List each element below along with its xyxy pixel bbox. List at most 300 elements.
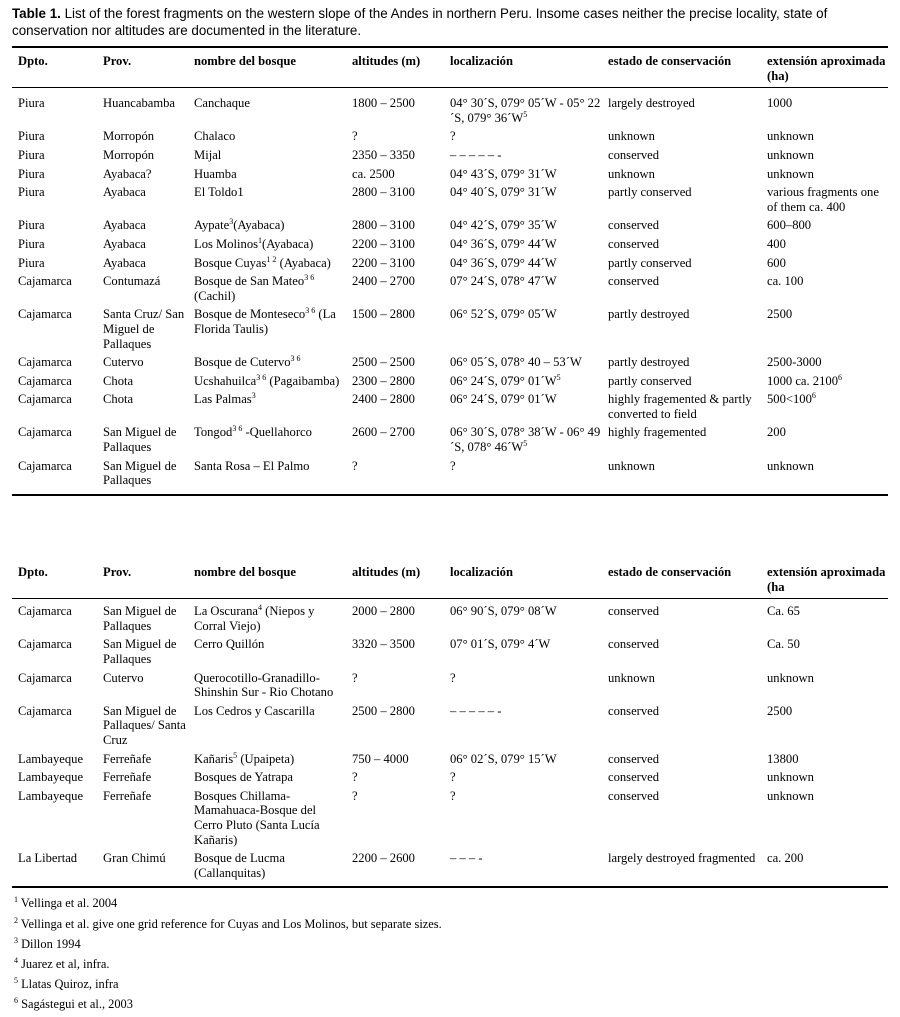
table-row xyxy=(12,148,888,167)
cell-altitudes: 2000 – 2800 xyxy=(352,604,415,619)
cell-localizacion xyxy=(444,129,602,148)
cell-altitudes: 2800 – 3100 xyxy=(352,218,415,233)
cell-nombre xyxy=(188,355,346,374)
cell-nombre xyxy=(188,307,346,355)
footnote xyxy=(14,937,884,951)
localizacion-text: 07° 01´S, 079° 4´W xyxy=(450,637,551,652)
cell-prov: Chota xyxy=(103,373,134,388)
cell-dpto: Cajamarca xyxy=(18,307,72,322)
cell-nombre xyxy=(188,129,346,148)
cell-prov: Ayabaca xyxy=(103,236,146,251)
nombre-text: Bosques Chillama-Mamahuaca-Bosque del Cerro Pluto (Santa Lucía Kañaris) xyxy=(194,788,320,847)
cell-estado: largely destroyed xyxy=(608,96,695,111)
extension-text: 1000 ca. 2100 xyxy=(767,373,838,388)
cell-extension xyxy=(761,374,888,393)
footnote-ref: 5 xyxy=(233,750,238,760)
cell-localizacion xyxy=(444,459,602,495)
cell-extension xyxy=(761,218,888,237)
table-row xyxy=(12,307,888,355)
footnote-ref: 6 xyxy=(838,372,842,382)
cell-localizacion xyxy=(444,185,602,218)
footnote-text: Dillon 1994 xyxy=(18,937,81,951)
cell-estado: conserved xyxy=(608,147,660,162)
nombre-extra: -Quellahorco xyxy=(242,425,312,440)
cell-nombre xyxy=(188,148,346,167)
table-row xyxy=(12,425,888,458)
cell-extension xyxy=(761,274,888,307)
nombre-extra: (Ayabaca) xyxy=(276,255,331,270)
cell-dpto: Piura xyxy=(18,255,45,270)
cell-altitudes: ? xyxy=(352,670,358,685)
cell-altitudes: 2400 – 2700 xyxy=(352,274,415,289)
cell-nombre xyxy=(188,237,346,256)
localizacion-text: ? xyxy=(450,670,456,685)
cell-estado: partly conserved xyxy=(608,373,692,388)
cell-extension xyxy=(761,851,888,887)
nombre-extra: (Pagaibamba) xyxy=(266,373,340,388)
cell-altitudes: 750 – 4000 xyxy=(352,751,409,766)
cell-nombre xyxy=(188,256,346,275)
cell-prov: Ayabaca? xyxy=(103,166,152,181)
footnote-ref: 3 xyxy=(229,217,234,227)
localizacion-text: 04° 36´S, 079° 44´W xyxy=(450,255,557,270)
table-row xyxy=(12,218,888,237)
cell-altitudes: ? xyxy=(346,459,444,495)
cell-prov: San Miguel de Pallaques xyxy=(103,604,177,633)
nombre-text: Aypate xyxy=(194,218,230,233)
table-row xyxy=(12,851,888,887)
column-header-nombre: nombre del bosque xyxy=(188,560,346,599)
extension-text: unknown xyxy=(767,147,814,162)
cell-nombre xyxy=(188,671,346,704)
nombre-text: Los Cedros y Cascarilla xyxy=(194,703,315,718)
cell-extension xyxy=(761,392,888,425)
cell-prov: Contumazá xyxy=(103,274,161,289)
localizacion-text: 04° 40´S, 079° 31´W xyxy=(450,185,557,200)
cell-altitudes: 2300 – 2800 xyxy=(352,373,415,388)
cell-prov: San Miguel de Pallaques/ Santa Cruz xyxy=(103,703,186,747)
nombre-extra: (Ayabaca) xyxy=(233,218,285,233)
cell-estado: highly fragemented & partly converted to field xyxy=(608,392,752,421)
nombre-text: Ucshahuilca xyxy=(194,373,257,388)
cell-localizacion xyxy=(444,770,602,789)
cell-nombre xyxy=(188,274,346,307)
column-header-dpto: Dpto. xyxy=(12,47,97,88)
nombre-text: Mijal xyxy=(194,147,222,162)
cell-altitudes: 3320 – 3500 xyxy=(352,637,415,652)
cell-extension xyxy=(761,256,888,275)
cell-prov: Morropón xyxy=(103,129,155,144)
cell-prov: Ferreñafe xyxy=(103,751,152,766)
cell-localizacion xyxy=(444,355,602,374)
cell-prov: Cutervo xyxy=(103,355,144,370)
cell-localizacion xyxy=(444,704,602,752)
cell-extension xyxy=(761,307,888,355)
localizacion-text: 06° 24´S, 079° 01´W xyxy=(450,392,557,407)
cell-nombre xyxy=(188,851,346,887)
nombre-text: Las Palmas xyxy=(194,392,252,407)
table-body xyxy=(12,88,888,495)
localizacion-text: 06° 30´S, 078° 38´W - 06° 49´S, 078° 46´W xyxy=(450,425,601,455)
cell-localizacion xyxy=(444,425,602,458)
extension-text: 600–800 xyxy=(767,218,812,233)
cell-localizacion xyxy=(444,307,602,355)
footnote-ref: 3 6 xyxy=(290,353,301,363)
nombre-extra: (Niepos y Corral Viejo) xyxy=(194,604,315,633)
nombre-extra: (Upaipeta) xyxy=(237,751,295,766)
cell-extension xyxy=(761,129,888,148)
cell-extension xyxy=(761,704,888,752)
cell-dpto: Piura xyxy=(18,96,45,111)
cell-estado: conserved xyxy=(608,236,660,251)
cell-dpto: La Libertad xyxy=(12,851,97,887)
footnote xyxy=(14,917,884,931)
extension-text: ca. 200 xyxy=(767,851,804,866)
cell-localizacion xyxy=(444,637,602,670)
table-header-row xyxy=(12,47,888,88)
footnote xyxy=(14,997,884,1011)
cell-localizacion xyxy=(444,274,602,307)
column-header-extension: extensión aproximada (ha xyxy=(761,560,888,599)
cell-dpto: Piura xyxy=(18,166,45,181)
table-caption xyxy=(12,5,892,39)
footnote-ref: 3 6 xyxy=(256,372,267,382)
cell-prov: Ayabaca xyxy=(103,218,146,233)
table-row xyxy=(12,704,888,752)
localizacion-text: 06° 52´S, 079° 05´W xyxy=(450,307,557,322)
cell-extension xyxy=(761,88,888,130)
cell-estado: partly destroyed xyxy=(608,307,690,322)
extension-text: Ca. 50 xyxy=(767,637,800,652)
cell-altitudes: ? xyxy=(352,129,358,144)
table-row xyxy=(12,770,888,789)
cell-nombre xyxy=(188,167,346,186)
extension-text: ca. 100 xyxy=(767,274,804,289)
localizacion-text: – – – – – - xyxy=(450,703,502,718)
cell-estado: conserved xyxy=(608,274,660,289)
footnote-text: Sagástegui et al., 2003 xyxy=(18,997,133,1011)
cell-nombre xyxy=(188,88,346,130)
table-row xyxy=(12,88,888,130)
extension-text: unknown xyxy=(767,670,814,685)
column-header-extension: extensión aproximada (ha) xyxy=(761,47,888,88)
cell-localizacion xyxy=(444,392,602,425)
cell-altitudes: 2200 – 3100 xyxy=(352,236,415,251)
cell-estado: conserved xyxy=(608,770,660,785)
cell-localizacion xyxy=(444,752,602,771)
cell-estado: conserved xyxy=(608,703,660,718)
footnote-ref: 4 xyxy=(257,603,262,612)
localizacion-text: – – – – – - xyxy=(450,147,502,162)
nombre-text: El Toldo1 xyxy=(194,185,244,200)
cell-nombre xyxy=(188,425,346,458)
extension-text: Ca. 65 xyxy=(767,604,800,619)
cell-altitudes: ca. 2500 xyxy=(352,166,395,181)
localizacion-text: 06° 05´S, 078° 40 – 53´W xyxy=(450,355,582,370)
table-row xyxy=(12,599,888,638)
footnote-number: 6 xyxy=(14,995,18,1005)
cell-extension xyxy=(761,459,888,495)
footnote-number: 5 xyxy=(14,975,18,985)
extension-text: unknown xyxy=(767,458,814,473)
cell-altitudes: ? xyxy=(352,788,358,803)
cell-extension xyxy=(761,237,888,256)
cell-prov: San Miguel de Pallaques xyxy=(97,459,188,495)
cell-prov: Chota xyxy=(103,392,134,407)
cell-prov: Huancabamba xyxy=(103,96,176,111)
cell-extension xyxy=(761,770,888,789)
cell-prov: San Miguel de Pallaques xyxy=(103,425,177,455)
extension-text: unknown xyxy=(767,166,814,181)
cell-nombre xyxy=(188,752,346,771)
table-row xyxy=(12,752,888,771)
column-header-localizacion: localización xyxy=(444,47,602,88)
cell-extension xyxy=(761,425,888,458)
nombre-text: Huamba xyxy=(194,166,237,181)
forest-table-part-2 xyxy=(12,560,888,888)
column-header-localizacion: localización xyxy=(444,560,602,599)
column-header-prov: Prov. xyxy=(97,560,188,599)
table-row xyxy=(12,274,888,307)
nombre-text: Bosque de Monteseco xyxy=(194,307,306,322)
localizacion-text: ? xyxy=(450,129,456,144)
cell-estado: conserved xyxy=(608,637,660,652)
nombre-text: Kañaris xyxy=(194,751,234,766)
cell-altitudes: 1500 – 2800 xyxy=(352,307,415,322)
extension-text: 13800 xyxy=(767,751,799,766)
cell-altitudes: ? xyxy=(352,770,358,785)
cell-localizacion xyxy=(444,88,602,130)
nombre-text: Cerro Quillón xyxy=(194,637,265,652)
footnote xyxy=(14,957,884,971)
nombre-text: Bosques de Yatrapa xyxy=(194,770,293,785)
column-header-dpto: Dpto. xyxy=(12,560,97,599)
extension-text: 1000 xyxy=(767,96,793,111)
cell-estado: highly fragemented xyxy=(608,425,707,440)
cell-estado: largely destroyed fragmented xyxy=(602,851,761,887)
cell-extension xyxy=(761,671,888,704)
extension-text: unknown xyxy=(767,129,814,144)
footnote-ref: 5 xyxy=(523,438,528,448)
nombre-text: La Oscurana xyxy=(194,604,258,619)
cell-dpto: Cajamarca xyxy=(18,604,72,619)
footnote xyxy=(14,977,884,991)
cell-altitudes: 1800 – 2500 xyxy=(352,96,415,111)
footnote-ref: 3 6 xyxy=(232,424,243,434)
table-row xyxy=(12,129,888,148)
caption-text: List of the forest fragments on the western slope of the Andes in northern Peru. Insome cases neither the precise locality, state of conservation nor altitudes are documented in the literature. xyxy=(12,6,828,38)
nombre-text: Chalaco xyxy=(194,129,236,144)
footnote-ref: 1 xyxy=(258,235,263,245)
footnote-ref: 5 xyxy=(523,109,528,119)
cell-prov: Ayabaca xyxy=(103,255,146,270)
cell-dpto: Cajamarca xyxy=(18,637,72,652)
caption-label: Table 1. xyxy=(12,6,61,21)
footnote-ref: 3 6 xyxy=(304,272,315,282)
cell-extension xyxy=(761,599,888,638)
footnote-number: 4 xyxy=(14,955,18,965)
nombre-text: Bosque de Lucma (Callanquitas) xyxy=(194,851,285,880)
cell-localizacion xyxy=(444,851,602,887)
extension-text: 500<100 xyxy=(767,392,812,407)
table-row xyxy=(12,256,888,275)
table-row xyxy=(12,374,888,393)
localizacion-text: 06° 24´S, 079° 01´W xyxy=(450,373,557,388)
table-row xyxy=(12,789,888,851)
table-header-row xyxy=(12,560,888,599)
cell-dpto: Piura xyxy=(18,218,45,233)
localizacion-text: 04° 42´S, 079° 35´W xyxy=(450,218,557,233)
cell-localizacion xyxy=(444,374,602,393)
cell-estado: conserved xyxy=(608,218,660,233)
cell-nombre xyxy=(188,185,346,218)
cell-dpto: Cajamarca xyxy=(18,392,72,407)
cell-estado: conserved xyxy=(608,788,660,803)
extension-text: 2500 xyxy=(767,307,793,322)
cell-dpto: Piura xyxy=(18,147,45,162)
extension-text: unknown xyxy=(767,770,814,785)
column-header-estado: estado de conservación xyxy=(602,560,761,599)
cell-dpto: Cajamarca xyxy=(18,703,72,718)
footnote-number: 2 xyxy=(14,915,18,925)
cell-extension xyxy=(761,637,888,670)
nombre-text: Bosque de Cutervo xyxy=(194,355,291,370)
cell-dpto: Cajamarca xyxy=(18,355,72,370)
cell-prov: Cutervo xyxy=(103,670,144,685)
cell-estado: conserved xyxy=(608,751,660,766)
footnote-ref: 3 xyxy=(251,391,256,401)
localizacion-text: ? xyxy=(450,788,456,803)
cell-nombre xyxy=(188,789,346,851)
cell-extension xyxy=(761,789,888,851)
cell-dpto: Cajamarca xyxy=(12,459,97,495)
nombre-extra: (La Florida Taulis) xyxy=(194,307,336,336)
cell-nombre xyxy=(188,218,346,237)
cell-dpto: Cajamarca xyxy=(18,373,72,388)
table-row xyxy=(12,671,888,704)
cell-altitudes: 2800 – 3100 xyxy=(352,185,415,200)
cell-localizacion xyxy=(444,237,602,256)
cell-estado: partly conserved xyxy=(608,255,692,270)
cell-nombre xyxy=(188,704,346,752)
cell-altitudes: 2400 – 2800 xyxy=(352,392,415,407)
localizacion-text: 04° 30´S, 079° 05´W - 05° 22´S, 079° 36´W xyxy=(450,96,601,125)
footnote-ref: 3 6 xyxy=(305,306,316,316)
extension-text: 2500 xyxy=(767,703,793,718)
cell-prov: Ayabaca xyxy=(103,185,146,200)
cell-estado: partly destroyed xyxy=(608,355,690,370)
table-row xyxy=(12,167,888,186)
cell-localizacion xyxy=(444,167,602,186)
cell-extension xyxy=(761,185,888,218)
cell-altitudes: 2350 – 3350 xyxy=(352,147,415,162)
cell-localizacion xyxy=(444,789,602,851)
footnote-ref: 1 2 xyxy=(266,254,277,264)
cell-prov: Morropón xyxy=(103,147,155,162)
cell-altitudes: 2600 – 2700 xyxy=(352,425,415,440)
column-header-prov: Prov. xyxy=(97,47,188,88)
table-row xyxy=(12,637,888,670)
footnote-text: Vellinga et al. give one grid reference for Cuyas and Los Molinos, but separate sizes. xyxy=(18,917,442,931)
cell-estado: unknown xyxy=(602,459,761,495)
footnote-ref: 6 xyxy=(811,391,816,401)
cell-estado: conserved xyxy=(608,604,660,619)
extension-text: 600 xyxy=(767,255,786,270)
footnote xyxy=(14,896,884,910)
cell-localizacion xyxy=(444,148,602,167)
cell-nombre xyxy=(188,599,346,638)
cell-dpto: Lambayeque xyxy=(18,788,84,803)
cell-dpto: Cajamarca xyxy=(18,274,72,289)
table-row xyxy=(12,459,888,495)
cell-estado: partly conserved xyxy=(608,185,692,200)
cell-prov: Ferreñafe xyxy=(103,770,152,785)
cell-localizacion xyxy=(444,671,602,704)
cell-altitudes: 2200 – 3100 xyxy=(352,255,415,270)
column-header-altitudes: altitudes (m) xyxy=(346,560,444,599)
column-header-altitudes: altitudes (m) xyxy=(346,47,444,88)
cell-dpto: Lambayeque xyxy=(18,770,84,785)
footnote-text: Llatas Quiroz, infra xyxy=(18,977,119,991)
cell-extension xyxy=(761,752,888,771)
nombre-text: Tongod xyxy=(194,425,233,440)
nombre-text: Querocotillo-Granadillo-Shinshin Sur - Rio Chotano xyxy=(194,670,334,700)
forest-table-part-1 xyxy=(12,46,888,496)
cell-prov: Gran Chimú xyxy=(97,851,188,887)
table-row xyxy=(12,185,888,218)
footnote-number: 3 xyxy=(14,935,18,945)
cell-estado: unknown xyxy=(608,129,655,144)
cell-dpto: Lambayeque xyxy=(18,751,84,766)
cell-extension xyxy=(761,148,888,167)
localizacion-text: 04° 36´S, 079° 44´W xyxy=(450,236,557,251)
footnote-ref: 5 xyxy=(556,372,561,382)
localizacion-text: 07° 24´S, 078° 47´W xyxy=(450,274,557,289)
table-body xyxy=(12,599,888,888)
nombre-extra: (Cachil) xyxy=(194,288,236,303)
cell-altitudes: 2500 – 2500 xyxy=(352,355,415,370)
localizacion-text: ? xyxy=(450,770,456,785)
cell-dpto: Piura xyxy=(18,185,45,200)
localizacion-text: 06° 90´S, 079° 08´W xyxy=(450,604,557,619)
cell-extension xyxy=(761,355,888,374)
cell-nombre xyxy=(188,374,346,393)
cell-prov: San Miguel de Pallaques xyxy=(103,637,177,666)
nombre-text: Canchaque xyxy=(194,96,250,111)
cell-dpto: Piura xyxy=(18,129,45,144)
cell-prov: Santa Cruz/ San Miguel de Pallaques xyxy=(103,307,185,351)
cell-nombre xyxy=(188,392,346,425)
cell-altitudes: 2500 – 2800 xyxy=(352,703,415,718)
localizacion-text: 06° 02´S, 079° 15´W xyxy=(450,751,557,766)
nombre-text: Bosque Cuyas xyxy=(194,255,267,270)
localizacion-text: – – – - xyxy=(450,851,483,866)
cell-nombre xyxy=(188,459,346,495)
cell-localizacion xyxy=(444,218,602,237)
cell-prov: Ferreñafe xyxy=(103,788,152,803)
footnote-text: Juarez et al, infra. xyxy=(18,957,110,971)
cell-dpto: Cajamarca xyxy=(18,425,72,440)
nombre-text: Los Molinos xyxy=(194,236,259,251)
cell-estado: unknown xyxy=(608,670,655,685)
extension-text: 2500-3000 xyxy=(767,355,822,370)
cell-nombre xyxy=(188,770,346,789)
footnote-text: Vellinga et al. 2004 xyxy=(18,896,118,910)
localizacion-text: 04° 43´S, 079° 31´W xyxy=(450,166,557,181)
localizacion-text: ? xyxy=(450,458,456,473)
cell-dpto: Piura xyxy=(18,236,45,251)
table-row xyxy=(12,392,888,425)
